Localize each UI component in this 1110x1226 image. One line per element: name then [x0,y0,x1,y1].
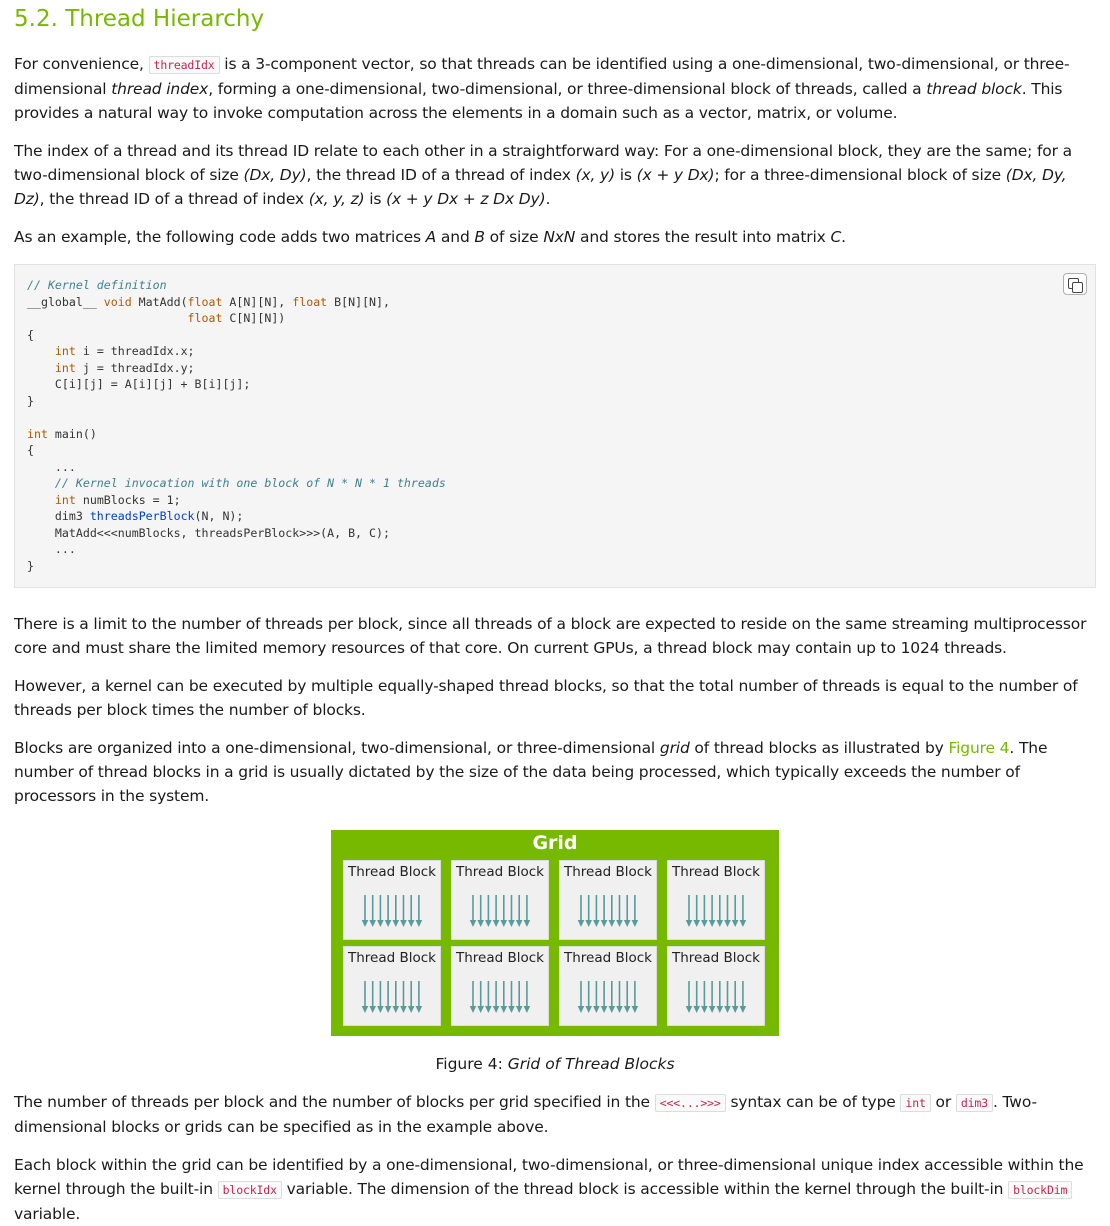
paragraph-syntax-types [14,1090,1096,1139]
code-token: __global__ [27,294,104,309]
text: Blocks are organized into a one-dimensional, two-dimensional, or three-dimensional [14,739,660,757]
threads-arrows-icon [469,979,531,1015]
thread-block-label: Thread Block [455,950,544,966]
text: . This provides a natural way to invoke computation across the elements in a domain such as a vector, matrix, or volume. [14,80,1063,122]
inline-code-int: int [900,1094,930,1112]
text: or [930,1093,956,1111]
text: . [841,228,846,246]
thread-block [559,860,657,940]
thread-block-label: Thread Block [671,864,760,880]
code-token: C[N][N]) [222,311,286,325]
thread-block [559,946,657,1026]
thread-block [451,860,549,940]
code-keyword: float [187,294,223,309]
code-line: } [27,393,34,408]
text: of size [484,228,544,246]
code-token: MatAdd( [131,294,188,309]
text: Each block within the grid can be identified by a one-dimensional, two-dimensional, or three-dimensional unique index accessible within the kernel through the built-in [14,1156,1084,1198]
figure-grid-of-thread-blocks [331,830,779,1076]
code-line: MatAdd<<<numBlocks, threadsPerBlock>>>(A, B, C); [27,525,390,540]
inline-code-blockdim: blockDim [1008,1181,1072,1199]
text: variable. The dimension of the thread block is accessible within the kernel through the built-in [281,1180,1009,1198]
thread-block [667,860,765,940]
code-line: ... [27,459,76,474]
emphasis: NxN [543,228,576,246]
inline-code-blockidx: blockIdx [218,1181,282,1199]
code-keyword: void [103,294,132,309]
emphasis: (x + y Dx) [636,166,715,184]
emphasis: (x, y) [575,166,615,184]
code-token: i = threadIdx.x; [75,344,195,358]
paragraph-thread-index [14,52,1096,125]
threads-arrows-icon [361,979,423,1015]
paragraph-example [14,225,1096,249]
thread-block-label: Thread Block [347,950,436,966]
text: , forming a one-dimensional, two-dimensional, or three-dimensional block of threads, called a [208,80,927,98]
threads-arrows-icon [361,893,423,929]
text: . The number of thread blocks in a grid is usually dictated by the size of the data being processed, which typically exceeds the number of processors in the system. [14,739,1048,805]
emphasis: (Dx, Dy) [243,166,307,184]
code-line: } [27,558,34,573]
thread-block [451,946,549,1026]
code-keyword: int [27,426,48,441]
threads-arrows-icon [577,979,639,1015]
paragraph-multiple-blocks: However, a kernel can be executed by multiple equally-shaped thread blocks, so that the total number of threads is equal to the number of threads per block times the number of blocks. [14,677,1078,719]
code-keyword: float [187,311,223,325]
code-token: j = threadIdx.y; [75,360,195,375]
text: and [436,228,475,246]
thread-block-label: Thread Block [563,950,652,966]
text: The index of a thread and its thread ID relate to each other in a straightforward way: For a one-dimensional block, they are the same; for a two-dimensional block of size [14,142,1072,184]
code-listing [27,277,1083,574]
paragraph-blockidx [14,1153,1096,1226]
emphasis: B [474,228,485,246]
emphasis: A [425,228,437,246]
thread-block [667,946,765,1026]
inline-code-threadidx: threadIdx [149,56,220,74]
code-token: A[N][N], [222,294,293,309]
text: is [614,166,637,184]
code-keyword: float [292,294,328,309]
thread-block-label: Thread Block [671,950,760,966]
text: . [545,190,551,208]
code-token: (N, N); [194,509,244,523]
figure-caption [331,1052,779,1076]
text: of thread blocks as illustrated by [689,739,949,757]
code-line: { [27,327,34,342]
thread-blocks [343,860,765,1026]
inline-code-dim3: dim3 [956,1094,993,1112]
text: , the thread ID of a thread of index [39,190,309,208]
code-comment: // Kernel invocation with one block of N * N * 1 threads [27,476,446,490]
section-heading: 5.2. Thread Hierarchy [14,6,265,32]
grid-title: Grid [532,832,578,854]
text: As an example, the following code adds two matrices [14,228,426,246]
code-token: numBlocks = 1; [75,492,181,507]
caption-label: Figure 4: [435,1055,508,1073]
code-line: ... [27,542,76,556]
emphasis: (Dx, Dy, Dz) [14,166,1067,208]
threads-arrows-icon [577,893,639,929]
text: syntax can be of type [725,1093,901,1111]
code-indent [27,361,55,375]
threads-arrows-icon [469,893,531,929]
emphasis: C [830,228,842,246]
text: is [364,190,387,208]
code-token: main() [47,426,97,441]
copy-icon-front [1072,282,1083,293]
copy-button[interactable] [1063,273,1087,295]
emphasis: (x, y, z) [308,190,365,208]
code-indent [27,344,55,358]
grid-diagram [331,830,779,1036]
thread-block-label: Thread Block [563,864,652,880]
paragraph-grid [14,736,1096,808]
paragraph-thread-id [14,139,1096,211]
text: The number of threads per block and the number of blocks per grid specified in the [14,1093,655,1111]
code-indent [27,311,188,325]
text: ; for a three-dimensional block of size [714,166,1006,184]
threads-arrows-icon [685,893,747,929]
text: is a 3-component vector, so that threads can be identified using a one-dimensional, two-dimensional, or three-dimensional [14,55,1070,98]
emphasis: grid [659,739,690,757]
code-keyword: int [54,492,76,507]
code-token: B[N][N], [327,294,390,309]
text: For convenience, [14,55,149,73]
thread-block-label: Thread Block [347,864,436,880]
code-function: threadsPerBlock [89,509,195,523]
paragraph-thread-limit: There is a limit to the number of threads per block, since all threads of a block are expected to reside on the same streaming multiprocessor core and must share the limited memory resources of that core. On current GPUs, a thread block may contain up to 1024 threads. [14,615,1087,657]
thread-block [343,860,441,940]
threads-arrows-icon [685,979,747,1015]
emphasis: (x + y Dx + z Dx Dy) [386,190,546,208]
text: and stores the result into matrix [575,228,831,246]
emphasis: thread index [111,80,209,98]
code-line: { [27,443,34,457]
code-keyword: int [54,360,76,375]
code-token: dim3 [27,509,90,523]
thread-block-label: Thread Block [455,864,544,880]
inline-code-launch-syntax: <<<...>>> [655,1094,726,1112]
code-block[interactable] [14,264,1096,588]
code-line: C[i][j] = A[i][j] + B[i][j]; [27,377,251,391]
caption-title: Grid of Thread Blocks [507,1055,675,1073]
text: , the thread ID of a thread of index [306,166,576,184]
thread-block [343,946,441,1026]
code-line: // Kernel definition [27,278,167,292]
text: variable. [14,1205,81,1223]
emphasis: thread block [926,80,1022,98]
figure-4-link[interactable]: Figure 4 [948,739,1010,757]
code-keyword: int [54,344,76,358]
code-indent [27,493,55,507]
text: . Two-dimensional blocks or grids can be specified as in the example above. [14,1093,1037,1136]
